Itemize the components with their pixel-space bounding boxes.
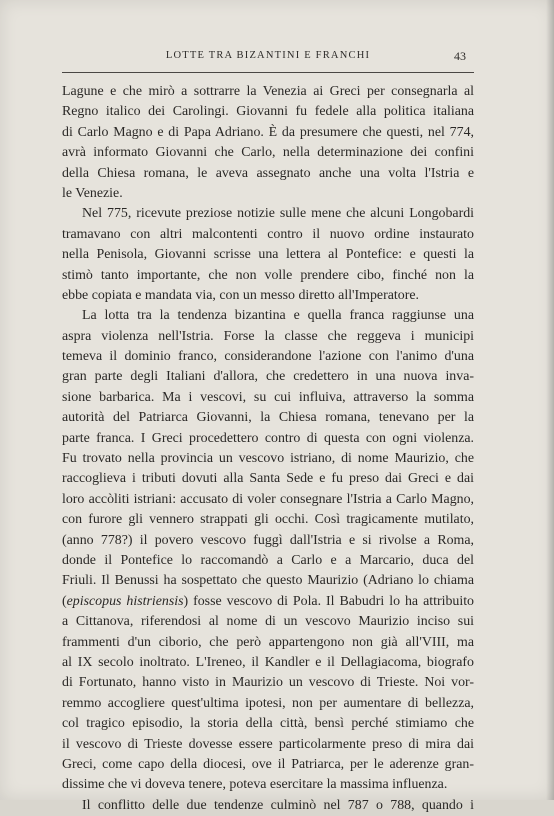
text-line: al IX secolo inoltrato. L'Ireneo, il Kandler e il Dellagiacoma, biografo [62,654,474,670]
text-line: avrà informato Giovanni che Carlo, nella determinazione dei confini [62,145,474,161]
text-line: Fu trovato nella provincia un vescovo istriano, di nome Maurizio, che [62,451,474,467]
page-number: 43 [454,49,466,63]
running-head [62,50,474,68]
text-line: di Fortunato, hanno visto in Maurizio un vescovo di Trieste. Noi vor- [62,675,474,691]
text-line: di Carlo Magno e di Papa Adriano. È da presumere che questi, nel 774, [62,124,474,140]
text-line: a Cittanova, riferendosi al nome di un vescovo Maurizio inciso sui [62,614,474,630]
text-line: Regno italico dei Carolingi. Giovanni fu fedele alla politica italiana [62,104,474,120]
text-line: le Venezie. [62,185,123,201]
text-line: ebbe copiata e mandata via, con un messo diretto all'Imperatore. [62,287,419,303]
header-rule [62,72,474,73]
text-line: con furore gli vennero strappati gli occhi. Così tragicamente mutilato, [62,512,474,528]
text-line: col tragico episodio, la storia della città, bensì perché stimiamo che [62,716,474,732]
text-line: temeva il dominio franco, considerandone l'azione con l'animo d'una [62,349,474,365]
text-line: remmo accogliere quest'ultima ipotesi, non per aumentare di bellezza, [62,695,474,711]
text-line: dissime che vi doveva tenere, poteva esercitare la massima influenza. [62,777,448,793]
text-line: gran parte degli Italiani d'allora, che credettero in una nuova inva- [62,369,474,385]
text-line: loro accòliti istriani: accusato di voler consegnare l'Istria a Carlo Magno, [62,491,474,507]
text-line: Greci, come capo della diocesi, ove il Patriarca, per le aderenze gran- [62,756,474,772]
text-segment: ) fosse vescovo di Pola. Il Babudri lo ha attribuito [183,593,474,609]
text-line: il vescovo di Trieste dovesse essere particolarmente preso di mira dai [62,736,474,752]
text-line: Il conflitto delle due tendenze culminò nel 787 o 788, quando i [82,797,474,813]
text-line: della Chiesa romana, le aveva assegnato anche una volta l'Istria e [62,165,474,181]
text-segment: ( [62,593,67,609]
text-line: parte franca. I Greci procedettero contro di questa con ogni violenza. [62,430,474,446]
text-line: aspra violenza nell'Istria. Forse la classe che reggeva i municipi [62,328,474,344]
text-line: tramavano con altri malcontenti contro il nuovo ordine instaurato [62,226,474,242]
text-line: (anno 778?) il povero vescovo fuggì dall'Istria e si rivolse a Roma, [62,532,474,548]
text-line: Friuli. Il Benussi ha sospettato che questo Maurizio (Adriano lo chiama [62,573,474,589]
text-line: frammenti d'un ciborio, che però appartengono non già all'VIII, ma [62,634,474,650]
text-line [62,592,474,612]
text-line: sione barbarica. Ma i vescovi, su cui influiva, attraverso la somma [62,389,474,405]
running-title: LOTTE TRA BIZANTINI E FRANCHI [165,50,371,61]
text-line: donde il Pontefice lo raccomandò a Carlo e a Marcario, duca del [62,552,474,568]
text-line: autorità del Patriarca Giovanni, la Chiesa romana, tenevano per la [62,410,474,426]
text-line: Lagune e che mirò a sottrarre la Venezia ai Greci per consegnarla al [62,84,474,99]
page-edge-shadow [546,0,554,800]
italic-phrase: episcopus histriensis [66,593,184,609]
text-line: La lotta tra la tendenza bizantina e quella franca raggiunse una [82,308,474,324]
body-text [62,82,474,816]
text-line: nella Penisola, Giovanni scrisse una lettera al Pontefice: e questi la [62,247,474,263]
text-line: stimò tanto importante, che non volle prendere cibo, finché non la [62,267,474,283]
text-line: Nel 775, ricevute preziose notizie sulle mene che alcuni Longobardi [82,206,474,222]
text-line: raccoglieva i tributi dovuti alla Santa Sede e fu preso dai Greci e dai [62,471,474,487]
